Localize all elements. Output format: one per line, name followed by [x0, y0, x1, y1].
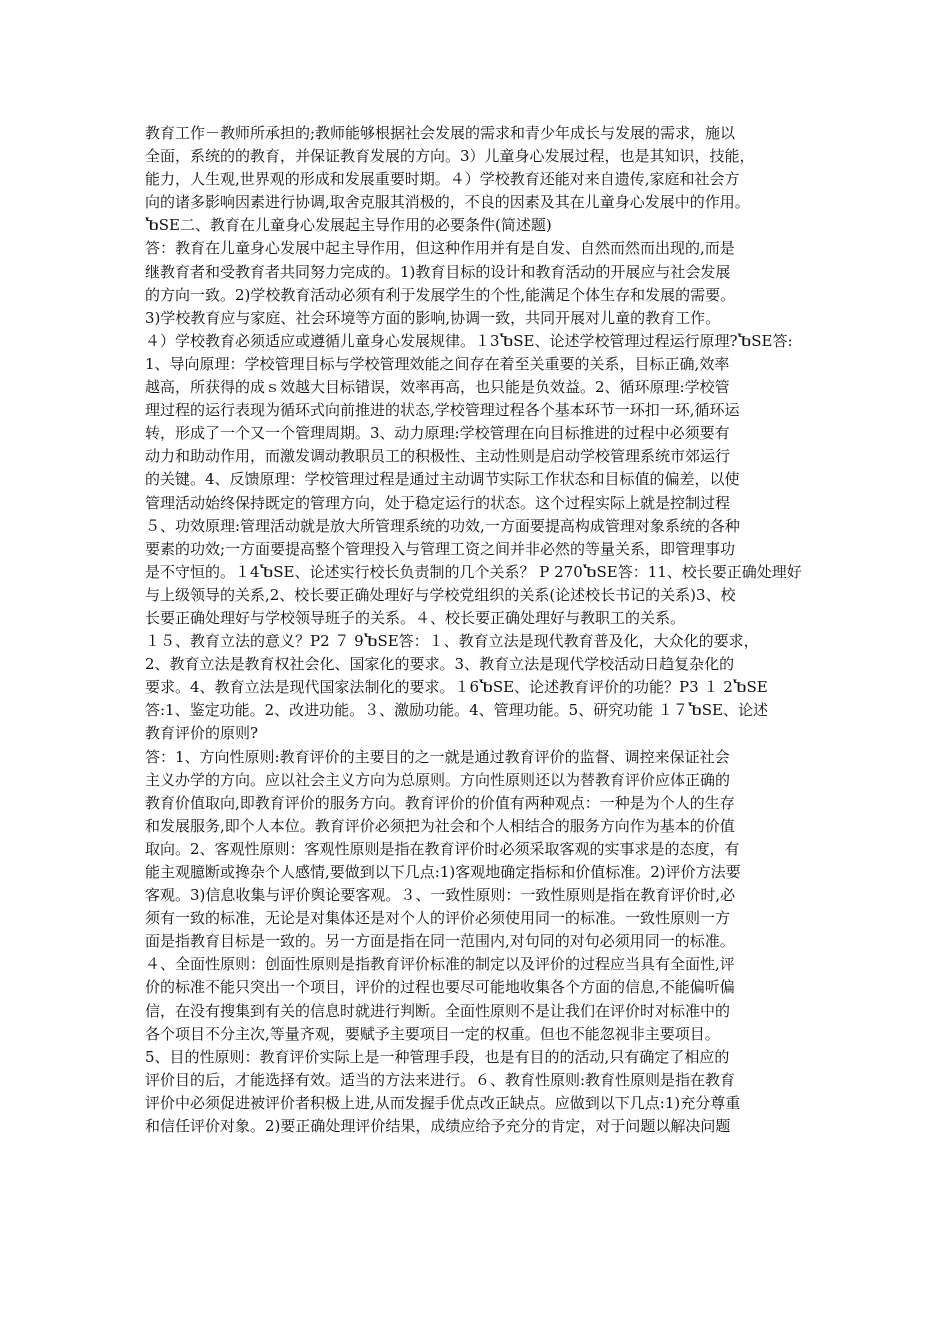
text-line: 评价中必须促进被评价者积极上进,从而发握手优点改正缺点。应做到以下几点:1)充分尊重	[145, 1093, 741, 1112]
text-line: 与上级领导的关系,2、校长要正确处理好与学校党组织的关系(论述校长书记的关系)3、校	[145, 585, 736, 604]
text-line: １５、教育立法的意义？P2 ７ 9ႦSE答：１、教育立法是现代教育普及化，大众化的要求，	[145, 632, 759, 651]
text-line: 取向。2、客观性原则：客观性原则是指在教育评价时必须采取客观的实事求是的态度，有	[145, 839, 740, 858]
text-line: 主义办学的方向。应以社会主义方向为总原则。方向性原则还以为替教育评价应体正确的	[145, 770, 731, 789]
text-line: 管理活动始终保持既定的管理方向，处于稳定运行的状态。这个过程实际上就是控制过程	[145, 493, 731, 512]
text-line: 2、教育立法是教育权社会化、国家化的要求。3、教育立法是现代学校活动日趋复杂化的	[145, 655, 735, 674]
text-line: 答:1、鉴定功能。2、改进功能。３、激励功能。4、管理功能。5、研究功能 １７ႦSE、论述	[145, 701, 768, 720]
text-line: 各个项目不分主次,等量齐观，要赋予主要项目一定的权重。但也不能忽视非主要项目。	[145, 1024, 720, 1043]
text-line: 教育评价的原则?	[145, 724, 259, 743]
text-line: 客观。3)信息收集与评价舆论要客观。３、一致性原则：一致性原则是指在教育评价时,必	[145, 886, 736, 905]
text-line: ４、全面性原则：创面性原则是指教育评价标准的制定以及评价的过程应当具有全面性,评	[145, 955, 735, 974]
text-line: 要求。4、教育立法是现代国家法制化的要求。１6ႦSE、论述教育评价的功能？P3 １ 2ႦSE	[145, 678, 768, 697]
text-line: 教育工作－教师所承担的;教师能够根据社会发展的需求和青少年成长与发展的需求，施以	[145, 124, 736, 142]
text-line: 全面，系统的的教育，并保证教育发展的方向。3）儿童身心发展过程，也是其知识，技能，	[145, 147, 755, 166]
text-line: 是不守恒的。１4ႦSE、论述实行校长负责制的几个关系？ P 270ႦSE答：11、校长要正确处理好	[145, 562, 802, 581]
text-line: ４）学校教育必须适应或遵循儿童身心发展规律。１3ႦSE、论述学校管理过程运行原理?ႦSE答:	[145, 331, 793, 350]
text-line: 5、目的性原则：教育评价实际上是一种管理手段，也是有目的的活动,只有确定了相应的	[145, 1047, 730, 1066]
text-line: 评价目的后，才能选择有效。适当的方法来进行。６、教育性原则:教育性原则是指在教育	[145, 1070, 736, 1089]
text-line: 越高，所获得的成ｓ效越大目标错误，效率再高，也只能是负效益。2、循环原理:学校管	[145, 378, 730, 397]
text-line: 向的诸多影响因素进行协调,取舍克服其消极的，不良的因素及其在儿童身心发展中的作用。	[145, 193, 750, 212]
text-line: 信，在没有搜集到有关的信息时就进行判断。全面性原则不是让我们在评价时对标准中的	[145, 1001, 731, 1020]
text-line: 的关键。4、反馈原理：学校管理过程是通过主动调节实际工作状态和目标值的偏差，以使	[145, 470, 740, 489]
text-line: 能力，人生观,世界观的形成和发展重要时期。４）学校教育还能对来自遗传,家庭和社会方	[145, 170, 740, 189]
text-line: ႦSE二、教育在儿童身心发展起主导作用的必要条件(简述题)	[145, 216, 552, 235]
text-line: 和发展服务,即个人本位。教育评价必须把为社会和个人相结合的服务方向作为基本的价值	[145, 816, 735, 835]
text-line: 要素的功效;一方面要提高整个管理投入与管理工资之间并非必然的等量关系，即管理事功	[145, 539, 736, 558]
text-line: 3)学校教育应与家庭、社会环境等方面的影响,协调一致，共同开展对儿童的教育工作。	[145, 308, 721, 327]
text-line: 理过程的运行表现为循环式向前推进的状态,学校管理过程各个基本环节一环扣一环,循环运	[145, 401, 740, 420]
text-line: 的方向一致。2)学校教育活动必须有利于发展学生的个性,能满足个体生存和发展的需要。	[145, 285, 736, 304]
text-line: 答：1、方向性原则:教育评价的主要目的之一就是通过教育评价的监督、调控来保证社会	[145, 747, 730, 766]
text-line: 1、导向原理：学校管理目标与学校管理效能之间存在着至关重要的关系，目标正确,效率	[145, 354, 730, 373]
document-page	[145, 122, 815, 1161]
text-line	[145, 1138, 815, 1161]
text-line: 继教育者和受教育者共同努力完成的。1)教育目标的设计和教育活动的开展应与社会发展	[145, 262, 731, 281]
text-line: 和信任评价对象。2)要正确处理评价结果，成绩应给予充分的肯定，对于问题以解决问题	[145, 1117, 731, 1136]
text-line: 长要正确处理好与学校领导班子的关系。４、校长要正确处理好与教职工的关系。	[145, 608, 686, 627]
text-line: 面是指教育目标是一致的。另一方面是指在同一范围内,对句同的对句必须用同一的标准。	[145, 932, 735, 951]
text-line: 教育价值取向,即教育评价的服务方向。教育评价的价值有两种观点：一种是为个人的生存	[145, 793, 735, 812]
text-line: 须有一致的标准，无论是对集体还是对个人的评价必须使用同一的标准。一致性原则一方	[145, 909, 731, 928]
text-line: ５、功效原理:管理活动就是放大所管理系统的功效,一方面要提高构成管理对象系统的各种	[145, 516, 740, 535]
text-line: 转，形成了一个又一个管理周期。3、动力原理:学校管理在向目标推进的过程中必须要有	[145, 424, 730, 443]
text-line: 答：教育在儿童身心发展中起主导作用，但这种作用并有是自发、自然而然而出现的,而是	[145, 239, 735, 258]
text-line: 价的标准不能只突出一个项目，评价的过程也要尽可能地收集各个方面的信息,不能偏听偏	[145, 978, 735, 997]
text-line: 动力和助动作用，而激发调动教职员工的积极性、主动性则是启动学校管理系统市郊运行	[145, 447, 731, 466]
text-line: 能主观臆断或搀杂个人感情,要做到以下几点:1)客观地确定指标和价值标准。2)评价方法要	[145, 863, 741, 881]
